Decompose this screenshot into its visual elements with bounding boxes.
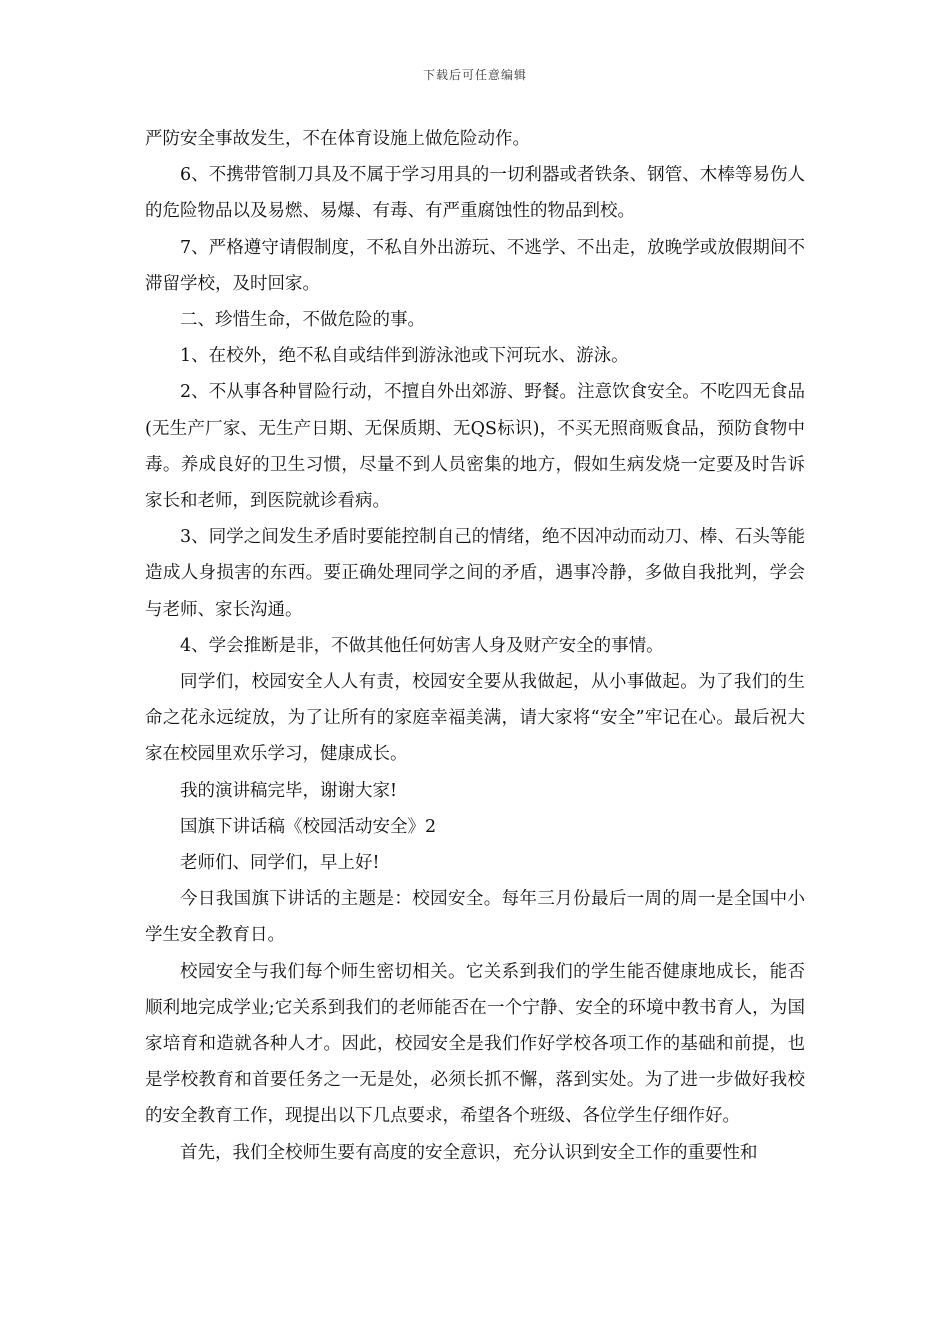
paragraph: 6、不携带管制刀具及不属于学习用具的一切利器或者铁条、钢管、木棒等易伤人的危险物品以及易燃、易爆、有毒、有严重腐蚀性的物品到校。 <box>145 165 805 222</box>
paragraph: 2、不从事各种冒险行动，不擅自外出郊游、野餐。注意饮食安全。不吃四无食品(无生产厂家、无生产日期、无保质期、无QS标识)，不买无照商贩食品，预防食物中毒。养成良好的卫生习惯，尽量不到人员密集的地方，假如生病发烧一定要及时告诉家长和老师，到医院就诊看病。 <box>145 382 805 512</box>
speech-title: 国旗下讲话稿《校园活动安全》2 <box>180 816 437 837</box>
paragraph: 同学们，校园安全人人有责，校园安全要从我做起，从小事做起。为了我们的生命之花永远绽放，为了让所有的家庭幸福美满，请大家将“安全”牢记在心。最后祝大家在校园里欢乐学习，健康成长。 <box>145 672 805 765</box>
paragraph: 1、在校外，绝不私自或结伴到游泳池或下河玩水、游泳。 <box>180 346 629 367</box>
paragraph: 3、同学之间发生矛盾时要能控制自己的情绪，绝不因冲动而动刀、棒、石头等能造成人身损害的东西。要正确处理同学之间的矛盾，遇事冷静，多做自我批判，学会与老师、家长沟通。 <box>145 527 805 620</box>
paragraph: 4、学会推断是非，不做其他任何妨害人身及财产安全的事情。 <box>180 635 664 656</box>
document-body <box>145 121 805 1171</box>
paragraph: 老师们、同学们，早上好! <box>180 853 380 874</box>
page-header: 下载后可任意编辑 <box>422 68 527 82</box>
section-heading: 二、珍惜生命，不做危险的事。 <box>180 310 425 331</box>
paragraph: 7、严格遵守请假制度，不私自外出游玩、不逃学、不出走，放晚学或放假期间不滞留学校，及时回家。 <box>145 237 805 294</box>
paragraph: 今日我国旗下讲话的主题是：校园安全。每年三月份最后一周的周一是全国中小学生安全教育日。 <box>145 889 805 946</box>
paragraph: 严防安全事故发生，不在体育设施上做危险动作。 <box>145 129 530 149</box>
paragraph: 首先，我们全校师生要有高度的安全意识，充分认识到安全工作的重要性和 <box>180 1142 758 1163</box>
paragraph: 我的演讲稿完毕，谢谢大家! <box>180 780 398 801</box>
paragraph: 校园安全与我们每个师生密切相关。它关系到我们的学生能否健康地成长，能否顺利地完成学业;它关系到我们的老师能否在一个宁静、安全的环境中教书育人，为国家培育和造就各种人才。因此，校园安全是我们作好学校各项工作的基础和前提，也是学校教育和首要任务之一无是处，必须长抓不懈，落到实处。为了进一步做好我校的安全教育工作，现提出以下几点要求，希望各个班级、各位学生仔细作好。 <box>145 961 805 1127</box>
